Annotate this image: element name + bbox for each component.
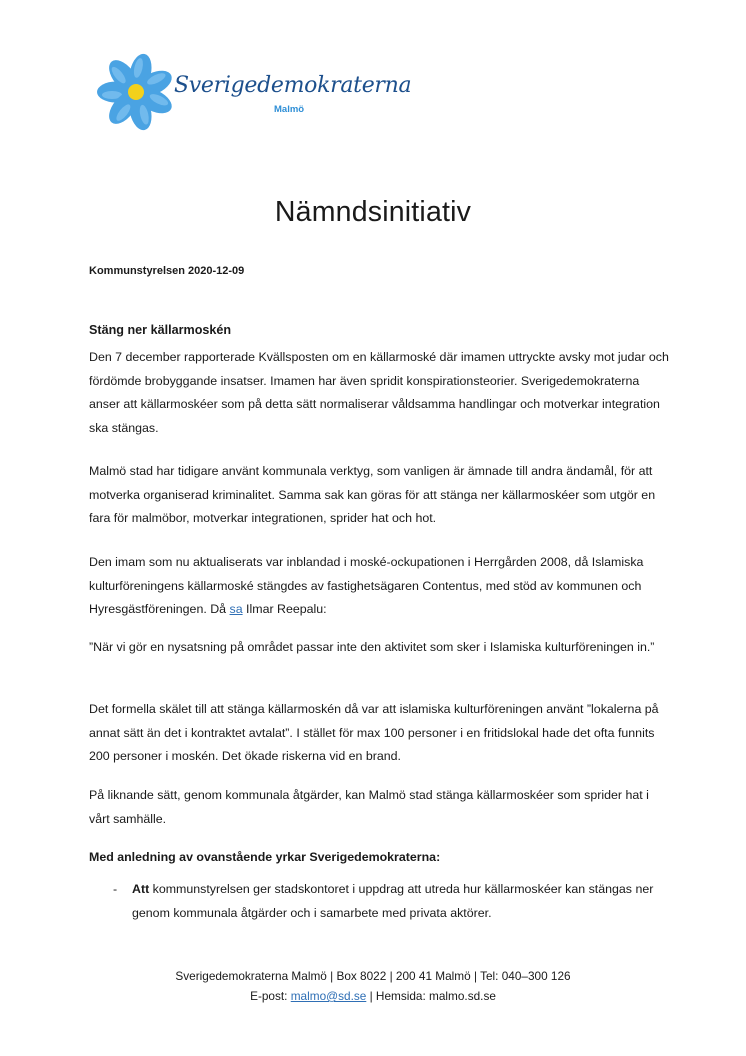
source-link[interactable]: sa [229,602,243,617]
footer-contact-line: Sverigedemokraterna Malmö | Box 8022 | 200 41 Malmö | Tel: 040–300 126 [175,969,571,983]
list-item-text: kommunstyrelsen ger stadskontoret i uppdrag att utreda hur källarmoskéer kan stängas ner genom kommunala åtgärder och i samarbete med privata aktörer. [132,882,654,920]
paragraph-2: Malmö stad har tidigare använt kommunala verktyg, som vanligen är ämnade till andra ändamål, för att motverka organiserad kriminalitet. Samma sak kan göras för att stänga ner källarmoskéer som utgör en fara för malmöbor, motverkar integrationen, sprider hat och hot. [89,464,656,526]
page-title: Nämndsinitiativ [274,196,472,228]
list-item [89,878,669,925]
party-logo [96,52,412,132]
paragraph-1: Den 7 december rapporterade Kvällsposten om en källarmoské där imamen uttryckte avsky mot judar och fördömde brobyggande insatser. Imamen har även spridit konspirationsteorier. Sverigedemokraterna anser att källarmoskéer som på detta sätt normaliserar våldsamma handlingar och motverkar integration ska stängas. [89,350,669,435]
demand-intro: Med anledning av ovanstående yrkar Sverigedemokraterna: [89,850,441,864]
footer-web-line [0,986,746,1006]
list-dash: - [113,882,118,896]
paragraph-5: Det formella skälet till att stänga källarmoskén då var att islamiska kulturföreningen använt ”lokalerna på annat sätt än det i kontraktet avtalat”. I stället för max 100 personer i en fritidslokal hade det ofta funnits 200 personer i moskén. Det ökade riskerna vid en brand. [89,702,659,764]
section-heading: Stäng ner källarmoskén [89,323,232,337]
meeting-date: Kommunstyrelsen 2020-12-09 [89,265,245,277]
paragraph-3-text-after: Ilmar Reepalu: [242,602,327,617]
footer-website: | Hemsida: malmo.sd.se [366,989,496,1003]
footer-email-label: E-post: [250,989,291,1003]
quote-paragraph: ”När vi gör en nysatsning på området passar inte den aktivitet som sker i Islamiska kulturföreningen in.” [89,640,655,654]
blue-flower-icon [96,52,176,132]
demand-list [89,878,669,925]
logo-subtitle: Malmö [274,104,305,115]
paragraph-3 [89,551,669,622]
flower-center [128,84,144,100]
paragraph-6: På liknande sätt, genom kommunala åtgärder, kan Malmö stad stänga källarmoskéer som sprider hat i vårt samhälle. [89,788,649,826]
logo-wordmark: Sverigedemokraterna [174,73,412,98]
footer-email-link[interactable]: malmo@sd.se [290,989,367,1003]
page-footer [0,966,746,1006]
paragraph-3-text-before: Den imam som nu aktualiserats var inblandad i moské-ockupationen i Herrgården 2008, då Islamiska kulturföreningens källarmoské stängdes av fastighetsägaren Contentus, med stöd av kommunen och Hyresgästföreningen. Då [89,555,644,617]
list-item-key: Att [132,882,150,896]
